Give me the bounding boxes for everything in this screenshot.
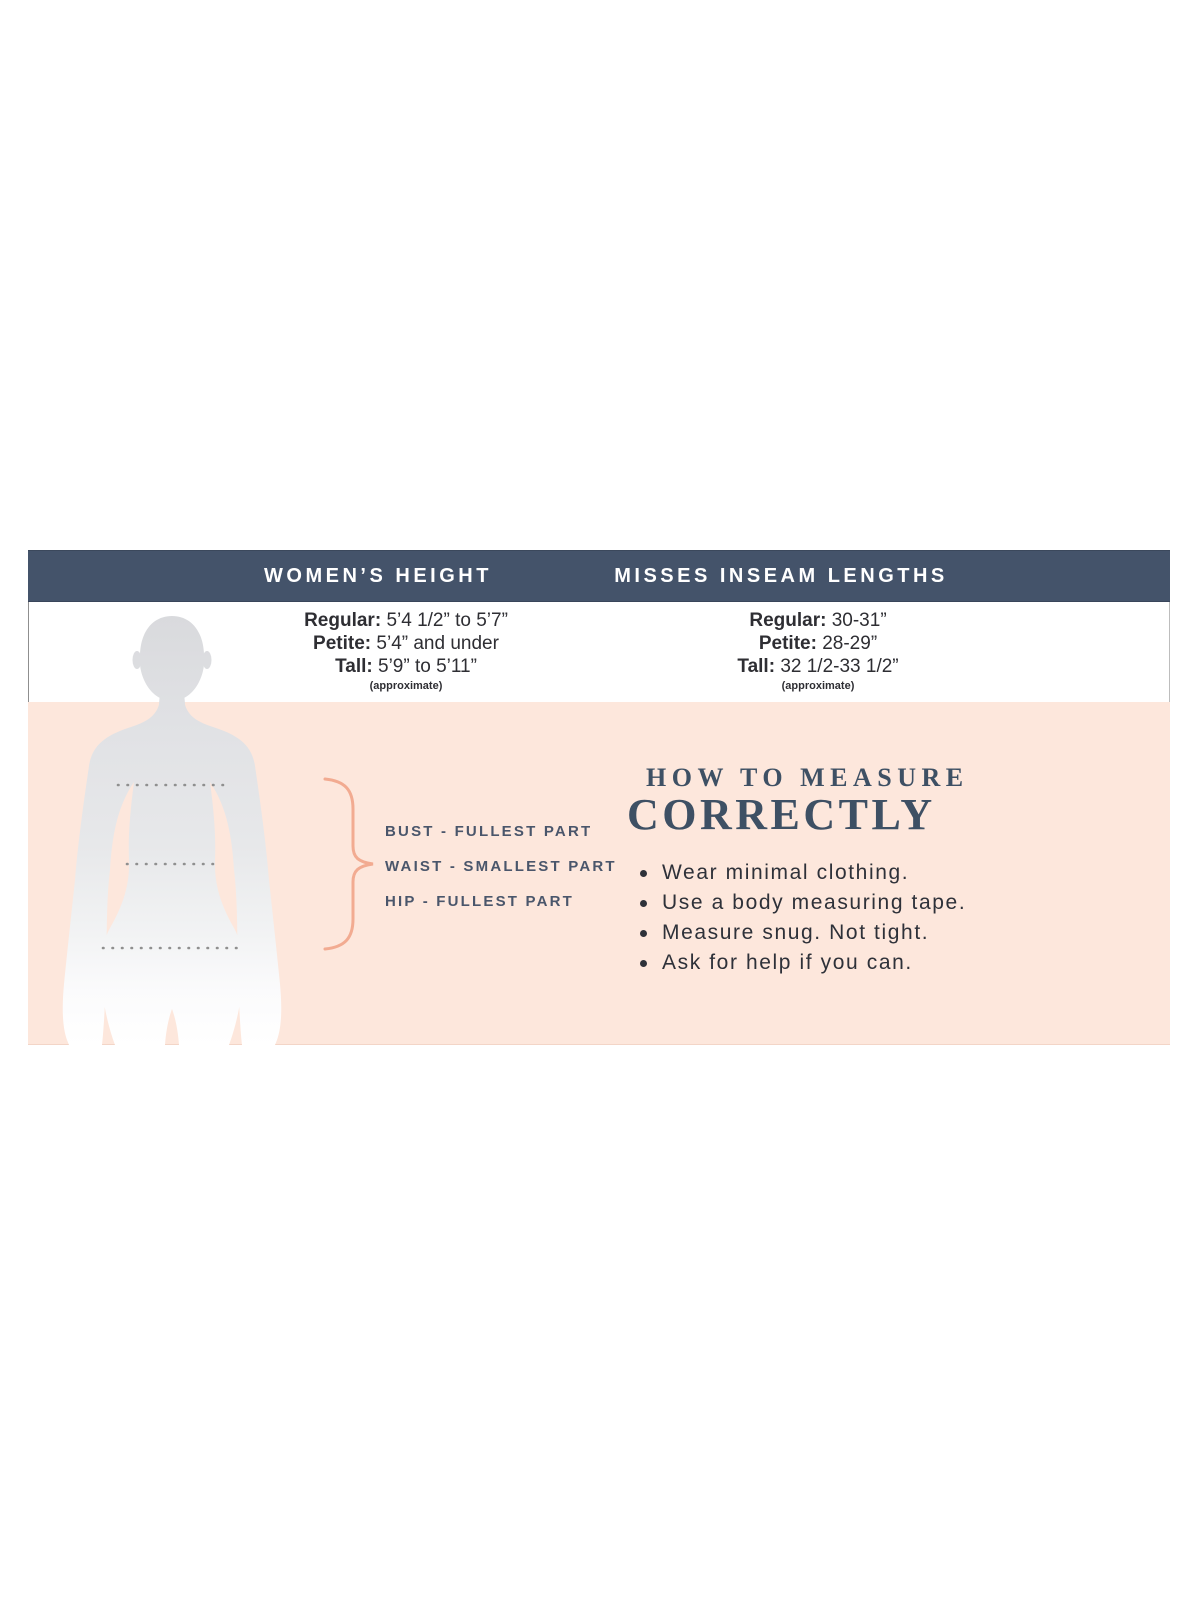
height-regular-value: 5’4 1/2” to 5’7” (386, 610, 508, 631)
inseam-tall-label: Tall: (737, 656, 776, 677)
how-to-measure-title: HOW TO MEASURE (646, 763, 969, 792)
female-body-silhouette-icon (22, 602, 322, 1045)
height-approximate-note: (approximate) (369, 680, 443, 692)
tip-text: Measure snug. Not tight. (662, 921, 930, 944)
bullet-icon (640, 870, 647, 877)
header-bar (28, 550, 1170, 602)
bullet-icon (640, 960, 647, 967)
tip-row (640, 858, 966, 888)
tip-row (640, 948, 966, 978)
hip-label: HIP - FULLEST PART (385, 893, 575, 910)
tip-text: Wear minimal clothing. (662, 861, 910, 884)
tip-row (640, 888, 966, 918)
inseam-tall-value: 32 1/2-33 1/2” (780, 656, 899, 677)
measuring-tips-list (640, 858, 966, 978)
bullet-icon (640, 900, 647, 907)
tip-row (640, 918, 966, 948)
height-petite-value: 5’4” and under (376, 633, 499, 654)
height-regular-label: Regular: (304, 610, 382, 631)
inseam-petite-row (598, 632, 1038, 655)
inseam-petite-value: 28-29” (822, 633, 878, 654)
misses-inseam-specs (598, 609, 1038, 693)
inseam-regular-row (598, 609, 1038, 632)
inseam-regular-label: Regular: (749, 610, 827, 631)
height-tall-label: Tall: (335, 656, 373, 677)
correctly-title: CORRECTLY (627, 790, 936, 839)
height-tall-value: 5’9” to 5’11” (378, 656, 477, 677)
bust-label: BUST - FULLEST PART (385, 823, 593, 840)
inseam-tall-row (598, 655, 1038, 678)
tip-text: Ask for help if you can. (662, 951, 913, 974)
misses-inseam-title: MISSES INSEAM LENGTHS (614, 565, 948, 587)
inseam-petite-label: Petite: (758, 633, 817, 654)
tip-text: Use a body measuring tape. (662, 891, 967, 914)
waist-label: WAIST - SMALLEST PART (385, 858, 617, 875)
bullet-icon (640, 930, 647, 937)
brace-icon (314, 772, 382, 956)
inseam-approximate-note: (approximate) (781, 680, 855, 692)
womens-height-title: WOMEN’S HEIGHT (264, 565, 492, 587)
height-petite-label: Petite: (313, 633, 372, 654)
inseam-regular-value: 30-31” (831, 610, 887, 631)
silhouette-body (63, 616, 281, 1045)
